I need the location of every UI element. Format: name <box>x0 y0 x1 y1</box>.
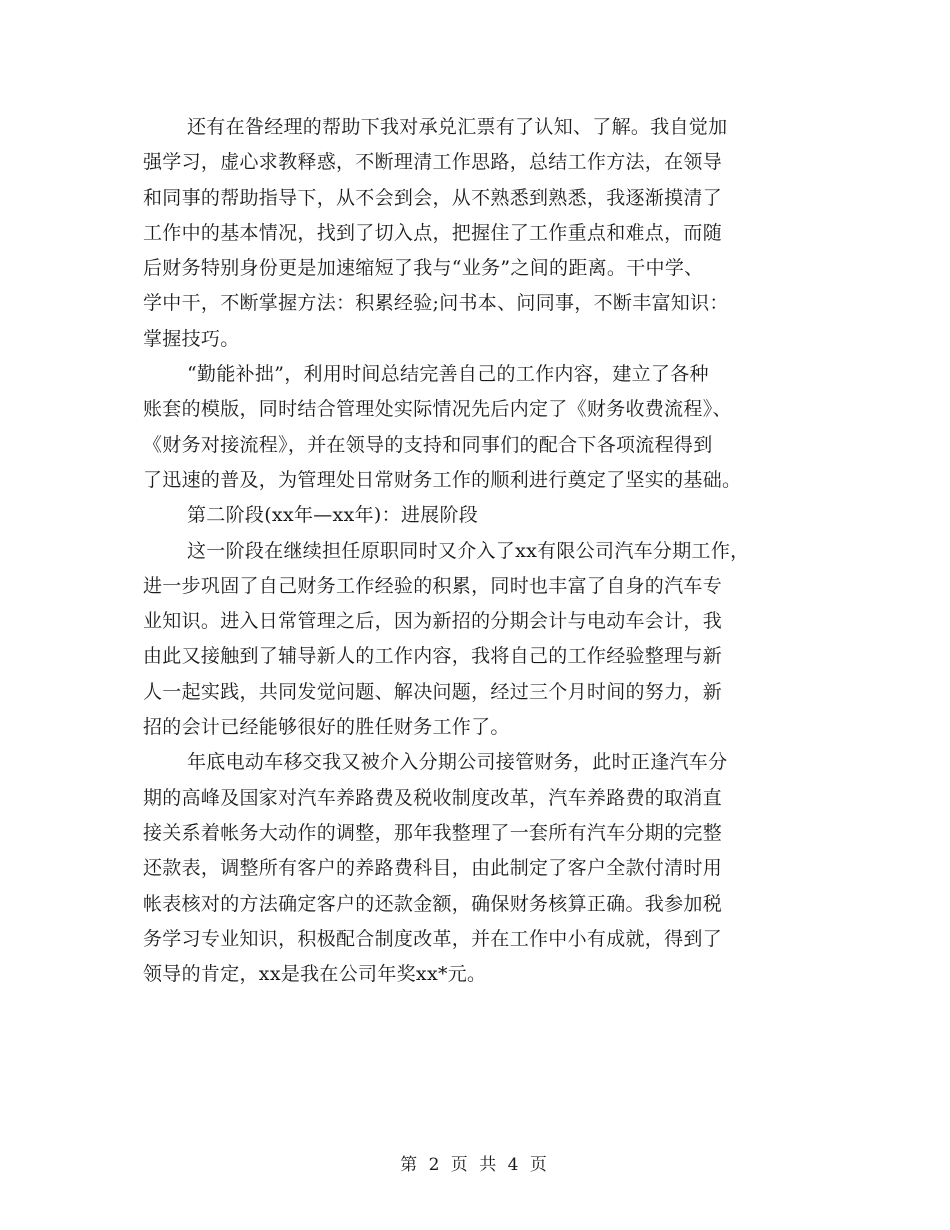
document-body <box>143 110 815 992</box>
paragraph-line: 学中干，不断掌握方法：积累经验;问书本、问同事，不断丰富知识： <box>143 292 729 315</box>
page-number-footer: 第 2 页 共 4 页 <box>400 1155 550 1175</box>
paragraph-line: 和同事的帮助指导下，从不会到会，从不熟悉到熟悉，我逐渐摸清了 <box>143 186 723 209</box>
paragraph-line: 人一起实践，共同发觉问题、解决问题，经过三个月时间的努力，新 <box>143 680 723 703</box>
paragraph-line: 工作中的基本情况，找到了切入点，把握住了工作重点和难点，而随 <box>143 221 723 244</box>
paragraph-line: 年底电动车移交我又被介入分期公司接管财务，此时正逢汽车分 <box>187 751 728 774</box>
paragraph-line: 招的会计已经能够很好的胜任财务工作了。 <box>143 716 510 739</box>
section-heading: 第二阶段(xx年—xx年)：进展阶段 <box>187 504 479 527</box>
paragraph-line: 账套的模版，同时结合管理处实际情况先后内定了《财务收费流程》、 <box>143 398 732 421</box>
paragraph-line: 业知识。进入日常管理之后，因为新招的分期会计与电动车会计，我 <box>143 610 723 633</box>
paragraph-line: 接关系着帐务大动作的调整，那年我整理了一套所有汽车分期的完整 <box>143 821 723 844</box>
paragraph-line: 还有在昝经理的帮助下我对承兑汇票有了认知、了解。我自觉加 <box>187 116 728 138</box>
paragraph-line: 期的高峰及国家对汽车养路费及税收制度改革，汽车养路费的取消直 <box>143 786 723 809</box>
paragraph-line: 了迅速的普及，为管理处日常财务工作的顺利进行奠定了坚实的基础。 <box>143 468 742 491</box>
paragraph-line: 《财务对接流程》，并在领导的支持和同事们的配合下各项流程得到 <box>143 433 713 456</box>
paragraph-line: 这一阶段在继续担任原职同时又介入了xx有限公司汽车分期工作， <box>187 539 750 562</box>
paragraph-line: 后财务特别身份更是加速缩短了我与“业务”之间的距离。干中学、 <box>143 257 704 280</box>
paragraph-line: 还款表，调整所有客户的养路费科目，由此制定了客户全款付清时用 <box>143 857 723 880</box>
paragraph-line: “勤能补拙”，利用时间总结完善自己的工作内容，建立了各种 <box>187 363 709 386</box>
paragraph-line: 帐表核对的方法确定客户的还款金额，确保财务核算正确。我参加税 <box>143 892 723 915</box>
paragraph-line: 领导的肯定，xx是我在公司年奖xx*元。 <box>143 963 487 986</box>
paragraph-line: 由此又接触到了辅导新人的工作内容，我将自己的工作经验整理与新 <box>143 645 723 668</box>
paragraph-line: 进一步巩固了自己财务工作经验的积累，同时也丰富了自身的汽车专 <box>143 574 723 597</box>
paragraph-line: 掌握技巧。 <box>143 327 240 350</box>
paragraph-line: 强学习，虚心求教释惑，不断理清工作思路，总结工作方法，在领导 <box>143 151 723 174</box>
paragraph-line: 务学习专业知识，积极配合制度改革，并在工作中小有成就，得到了 <box>143 927 723 950</box>
